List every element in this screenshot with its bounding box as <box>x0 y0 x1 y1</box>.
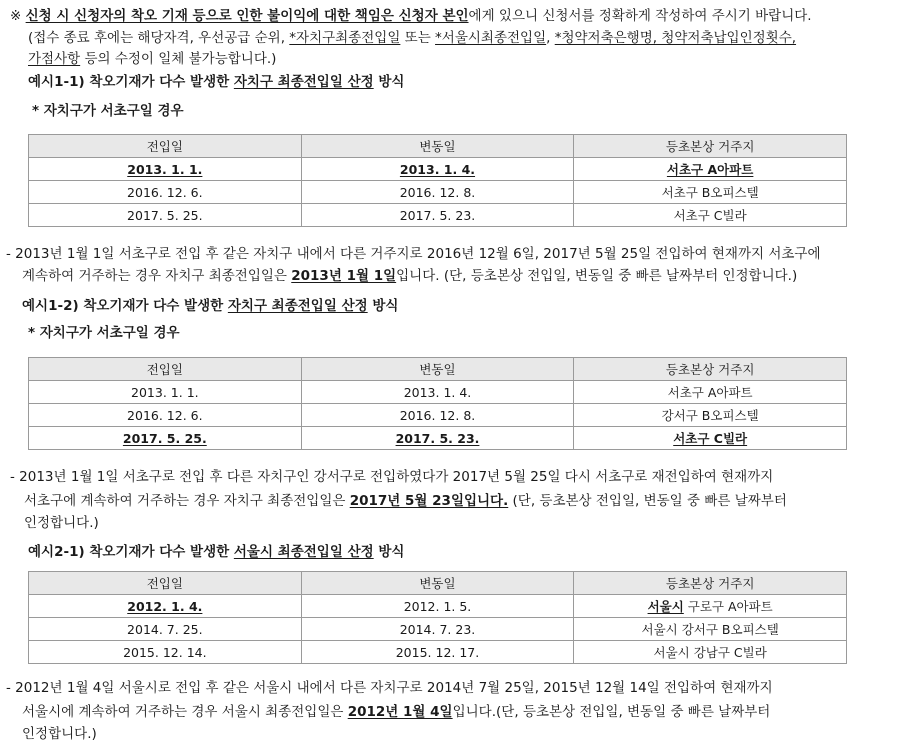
table-cell: 2013. 1. 1. <box>29 381 302 404</box>
table-cell: 서초구 A아파트 <box>574 381 847 404</box>
table-row <box>29 641 847 664</box>
title-emphasis: 서울시 최종전입일 산정 <box>233 544 374 560</box>
notice-mark: ※ <box>10 8 26 24</box>
example-1-1-subtitle: * 자치구가 서초구일 경우 <box>32 103 184 119</box>
table-header-row <box>29 572 847 595</box>
notice-text: 또는 <box>400 30 436 46</box>
desc-text: (단, 등초본상 전입일, 변동일 중 빠른 날짜부터 <box>508 493 787 509</box>
col-header: 변동일 <box>301 358 574 381</box>
notice-emphasis: 신청 시 신청자의 착오 기재 등으로 인한 불이익에 대한 책임은 신청자 본인 <box>25 8 469 24</box>
title-text: 방식 <box>373 544 405 560</box>
title-text: 예시1-2) 착오기재가 다수 발생한 <box>22 298 228 314</box>
table-cell: 2012. 1. 4. <box>29 595 302 618</box>
example-1-1-desc-1: - 2013년 1월 1일 서초구로 전입 후 같은 자치구 내에서 다른 거주지로 2016년 12월 6일, 2017년 5월 25일 전입하여 현재까지 서초구에 <box>6 246 821 262</box>
title-text: 방식 <box>367 298 399 314</box>
example-1-1-title <box>28 72 404 92</box>
title-text: 예시2-1) 착오기재가 다수 발생한 <box>28 544 234 560</box>
table-row <box>29 381 847 404</box>
table-example-2-1 <box>28 571 847 664</box>
table-cell: 2016. 12. 8. <box>301 181 574 204</box>
example-2-1-desc-2 <box>22 702 770 722</box>
table-cell: 2017. 5. 25. <box>29 427 302 450</box>
table-row <box>29 404 847 427</box>
table-cell: 서초구 C빌라 <box>574 204 847 227</box>
table-cell: 2013. 1. 4. <box>301 381 574 404</box>
table-row <box>29 595 847 618</box>
table-cell: 2012. 1. 5. <box>301 595 574 618</box>
table-cell: 2013. 1. 4. <box>301 158 574 181</box>
table-cell: 2017. 5. 25. <box>29 204 302 227</box>
table-cell: 2015. 12. 14. <box>29 641 302 664</box>
example-2-1-desc-3: 인정합니다.) <box>22 726 97 742</box>
table-cell: 2017. 5. 23. <box>301 427 574 450</box>
notice-line-2 <box>28 28 796 48</box>
table-cell: 2017. 5. 23. <box>301 204 574 227</box>
notice-text: 등의 수정이 일체 불가능합니다.) <box>80 51 277 67</box>
desc-text: 입니다. (단, 등초본상 전입일, 변동일 중 빠른 날짜부터 인정합니다.) <box>396 268 798 284</box>
col-header: 변동일 <box>301 135 574 158</box>
col-header: 등초본상 거주지 <box>574 358 847 381</box>
desc-emphasis: 2012년 1월 4일 <box>347 704 453 720</box>
table-cell: 2013. 1. 1. <box>29 158 302 181</box>
desc-text: 서초구에 계속하여 거주하는 경우 자치구 최종전입일은 <box>24 493 350 509</box>
table-row <box>29 204 847 227</box>
table-header-row <box>29 358 847 381</box>
col-header: 변동일 <box>301 572 574 595</box>
title-text: 예시1-1) 착오기재가 다수 발생한 <box>28 74 234 90</box>
table-example-1-1 <box>28 134 847 227</box>
table-cell: 2016. 12. 8. <box>301 404 574 427</box>
desc-emphasis: 2013년 1월 1일 <box>291 268 397 284</box>
col-header: 전입일 <box>29 358 302 381</box>
desc-text: 서울시에 계속하여 거주하는 경우 서울시 최종전입일은 <box>22 704 348 720</box>
example-1-2-desc-3: 인정합니다.) <box>24 515 99 531</box>
table-row <box>29 181 847 204</box>
table-cell: 강서구 B오피스텔 <box>574 404 847 427</box>
notice-text: (접수 종료 후에는 해당자격, 우선공급 순위, <box>28 30 290 46</box>
table-cell: 2014. 7. 25. <box>29 618 302 641</box>
notice-line-3 <box>28 49 276 69</box>
example-1-2-title <box>22 296 398 316</box>
desc-text: 입니다.(단, 등초본상 전입일, 변동일 중 빠른 날짜부터 <box>452 704 771 720</box>
table-row <box>29 618 847 641</box>
table-cell: 2016. 12. 6. <box>29 404 302 427</box>
example-1-2-desc-1: - 2013년 1월 1일 서초구로 전입 후 다른 자치구인 강서구로 전입하였다가 2017년 5월 25일 다시 서초구로 재전입하여 현재까지 <box>10 469 774 485</box>
table-cell: 서울시 강서구 B오피스텔 <box>574 618 847 641</box>
desc-text: 계속하여 거주하는 경우 자치구 최종전입일은 <box>22 268 292 284</box>
table-cell: 2016. 12. 6. <box>29 181 302 204</box>
title-emphasis: 자치구 최종전입일 산정 <box>233 74 374 90</box>
table-example-1-2 <box>28 357 847 450</box>
table-cell: 서초구 B오피스텔 <box>574 181 847 204</box>
col-header: 전입일 <box>29 572 302 595</box>
notice-field: *서울시최종전입일 <box>435 30 547 46</box>
table-cell <box>574 595 847 618</box>
table-row <box>29 158 847 181</box>
example-1-1-desc-2 <box>22 266 797 286</box>
cell-emphasis: 서울시 <box>647 599 684 614</box>
table-cell: 2015. 12. 17. <box>301 641 574 664</box>
notice-field: *자치구최종전입일 <box>289 30 401 46</box>
example-2-1-desc-1: - 2012년 1월 4일 서울시로 전입 후 같은 서울시 내에서 다른 자치구로 2014년 7월 25일, 2015년 12월 14일 전입하여 현재까지 <box>6 680 773 696</box>
title-text: 방식 <box>373 74 405 90</box>
example-2-1-title <box>28 542 404 562</box>
table-cell: 서초구 C빌라 <box>574 427 847 450</box>
col-header: 등초본상 거주지 <box>574 135 847 158</box>
table-cell: 서초구 A아파트 <box>574 158 847 181</box>
col-header: 전입일 <box>29 135 302 158</box>
cell-text: 구로구 A아파트 <box>683 599 773 614</box>
notice-field: *청약저축은행명, 청약저축납입인정횟수, <box>554 30 797 46</box>
table-cell: 서울시 강남구 C빌라 <box>574 641 847 664</box>
notice-field: 가점사항 <box>28 51 81 67</box>
table-row <box>29 427 847 450</box>
example-1-2-desc-2 <box>24 491 787 511</box>
table-header-row <box>29 135 847 158</box>
notice-text: , <box>546 30 555 46</box>
title-emphasis: 자치구 최종전입일 산정 <box>227 298 368 314</box>
desc-emphasis: 2017년 5월 23일입니다. <box>349 493 509 509</box>
col-header: 등초본상 거주지 <box>574 572 847 595</box>
example-1-2-subtitle: * 자치구가 서초구일 경우 <box>28 325 180 341</box>
notice-text: 에게 있으니 신청서를 정확하게 작성하여 주시기 바랍니다. <box>468 8 812 24</box>
table-cell: 2014. 7. 23. <box>301 618 574 641</box>
notice-line-1 <box>10 6 812 26</box>
